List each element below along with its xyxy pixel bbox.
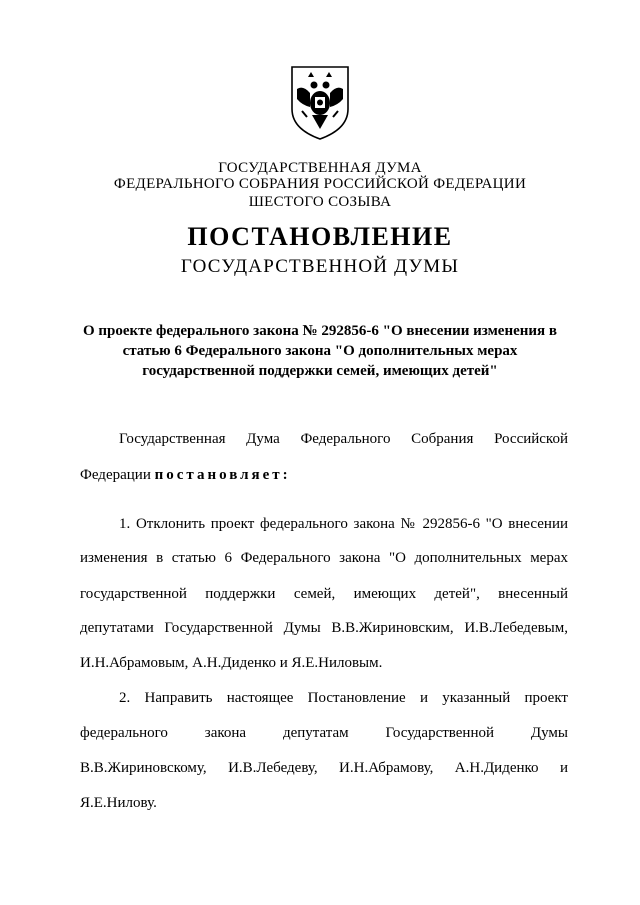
- subject-line-2: статью 6 Федерального закона "О дополнительных мерах: [122, 343, 518, 359]
- item1-line-3: государственной поддержки семей, имеющих детей", внесенный: [80, 586, 568, 602]
- coat-of-arms-emblem: [288, 63, 352, 143]
- item1-line-4: депутатами Государственной Думы В.В.Жириновским, И.В.Лебедевым,: [80, 620, 568, 636]
- item2-line-3: В.В.Жириновскому, И.В.Лебедеву, И.Н.Абрамову, А.Н.Диденко и: [80, 760, 568, 776]
- header-line-convocation: ШЕСТОГО СОЗЫВА: [248, 194, 392, 210]
- header-line-federal-assembly: ФЕДЕРАЛЬНОГО СОБРАНИЯ РОССИЙСКОЙ ФЕДЕРАЦИИ: [113, 176, 527, 192]
- item1-line-5: И.Н.Абрамовым, А.Н.Диденко и Я.Е.Ниловым.: [80, 655, 383, 671]
- intro-line-2: [80, 467, 568, 484]
- item2-line-1: 2. Направить настоящее Постановление и указанный проект: [119, 690, 568, 706]
- document-title: ПОСТАНОВЛЕНИЕ: [187, 222, 453, 251]
- intro-line-2-prefix: Федерации: [80, 467, 151, 483]
- intro-line-1: Государственная Дума Федерального Собрания Российской: [119, 431, 568, 447]
- item1-line-2: изменения в статью 6 Федерального закона "О дополнительных мерах: [80, 550, 568, 566]
- item2-line-2: федерального закона депутатам Государственной Думы: [80, 725, 568, 741]
- document-subject: [0, 321, 640, 381]
- subject-line-3: государственной поддержки семей, имеющих детей": [142, 363, 498, 379]
- item1-line-1: 1. Отклонить проект федерального закона № 292856-6 "О внесении: [119, 516, 568, 532]
- header-line-duma: ГОСУДАРСТВЕННАЯ ДУМА: [218, 160, 422, 176]
- subject-line-1: О проекте федерального закона № 292856-6 "О внесении изменения в: [82, 323, 558, 339]
- resolution-verb: постановляет:: [154, 467, 291, 483]
- document-subtitle: ГОСУДАРСТВЕННОЙ ДУМЫ: [180, 256, 460, 277]
- item2-line-4: Я.Е.Нилову.: [80, 795, 157, 811]
